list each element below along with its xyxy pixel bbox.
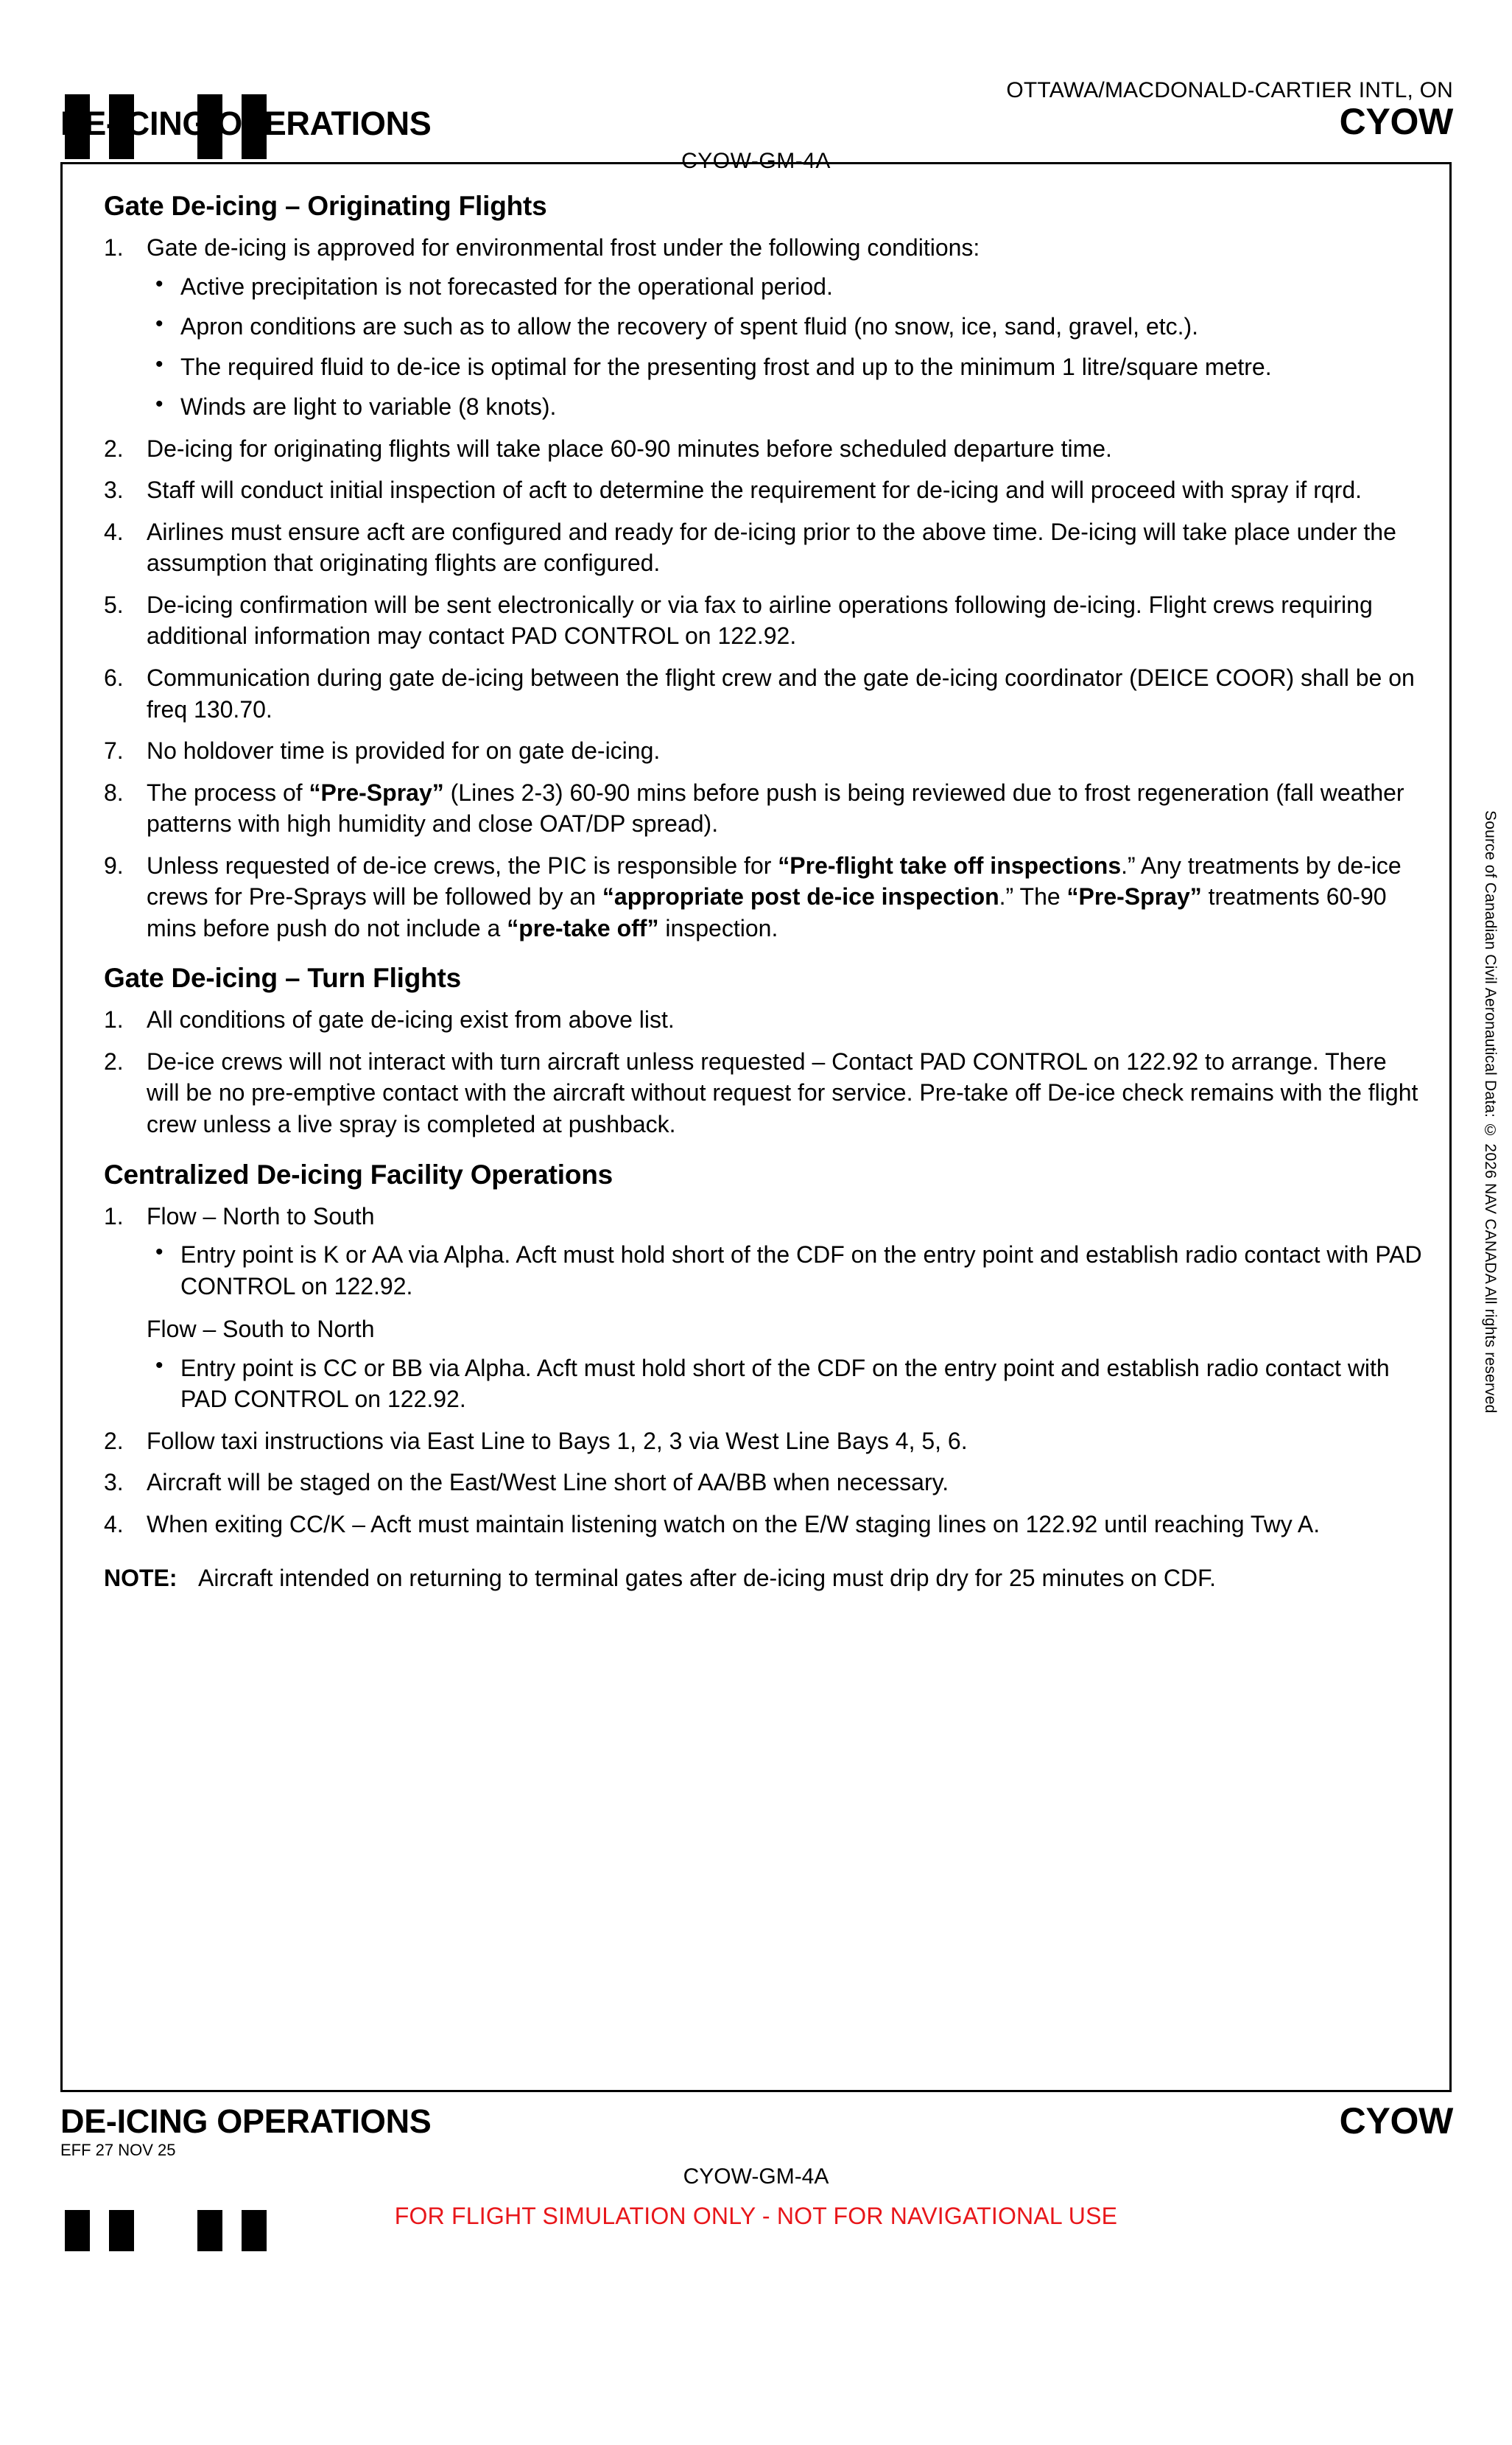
note-label: NOTE: <box>104 1564 177 1591</box>
item-text: No holdover time is provided for on gate de-icing. <box>147 737 661 765</box>
registration-marks-bottom <box>0 2203 1512 2269</box>
page-title: DE-ICING OPERATIONS <box>60 105 432 142</box>
item-text: Aircraft will be staged on the East/West Line short of AA/BB when necessary. <box>147 1469 949 1496</box>
list-item <box>88 1467 1424 1498</box>
document-code-top: CYOW-GM-4A <box>681 149 831 173</box>
copyright-notice: Source of Canadian Civil Aeronautical Data: © 2026 NAV CANADA All rights reserved <box>1482 810 1499 1414</box>
registration-bar <box>65 2210 90 2251</box>
item-text: Staff will conduct initial inspection of acft to determine the requirement for de-icing and will proceed with spray if rqrd. <box>147 477 1362 504</box>
registration-bar <box>242 2210 267 2251</box>
item-number: 8. <box>104 779 124 806</box>
list-item <box>88 433 1424 465</box>
list-item <box>88 1509 1424 1540</box>
list-turn-flights <box>88 1004 1424 1140</box>
list-originating-flights <box>88 232 1424 944</box>
list-item <box>88 850 1424 944</box>
item-number: 1. <box>104 234 124 261</box>
sub-bullet-list <box>147 1239 1424 1302</box>
page-header <box>0 78 1512 156</box>
item-text: Flow – North to South <box>147 1202 375 1229</box>
sub-bullet-list <box>147 1353 1424 1415</box>
document-page <box>0 78 1512 2445</box>
list-item: • Active precipitation is not forecasted for the operational period. <box>147 271 1424 303</box>
list-item <box>88 1425 1424 1457</box>
item-number: 5. <box>104 591 124 618</box>
list-item <box>88 516 1424 579</box>
footer-title: DE-ICING OPERATIONS <box>60 2102 432 2140</box>
item-text: De-icing confirmation will be sent electronically or via fax to airline operations following de-icing. Flight crews requiring additional information may contact PAD CONTROL on 122.92. <box>147 591 1373 650</box>
list-item <box>88 589 1424 652</box>
list-item: • The required fluid to de-ice is optimal for the presenting frost and up to the minimum 1 litre/square metre. <box>147 351 1424 383</box>
list-item <box>88 777 1424 840</box>
item-number: 6. <box>104 664 124 692</box>
list-centralized-facility <box>88 1201 1424 1540</box>
list-item: • Entry point is K or AA via Alpha. Acft must hold short of the CDF on the entry point and establish radio contact with PAD CONTROL on 122.92. <box>147 1239 1424 1302</box>
item-number: 2. <box>104 435 124 462</box>
item-text: Gate de-icing is approved for environmental frost under the following conditions: <box>147 234 980 261</box>
simulation-warning: FOR FLIGHT SIMULATION ONLY - NOT FOR NAVIGATIONAL USE <box>394 2203 1118 2229</box>
section-heading-originating: Gate De-icing – Originating Flights <box>104 191 547 221</box>
item-number: 1. <box>104 1006 124 1034</box>
list-item: • Entry point is CC or BB via Alpha. Acft must hold short of the CDF on the entry point and establish radio contact with PAD CONTROL on 122.92. <box>147 1353 1424 1415</box>
item-text: Unless requested of de-ice crews, the PIC is responsible for “Pre-flight take off inspections.” Any treatments by de-ice crews for Pre-Sprays will be followed by an “appropriate post de-ice inspection.” The “Pre-Spray” treatments 60-90 mins before push do not include a “pre-take off” inspection. <box>147 852 1402 941</box>
list-item <box>88 1201 1424 1415</box>
content-frame <box>60 162 1452 2092</box>
item-number: 1. <box>104 1202 124 1229</box>
item-text: De-ice crews will not interact with turn aircraft unless requested – Contact PAD CONTROL on 122.92 to arrange. There will be no pre-emptive contact with the aircraft without request for service. Pre-take off De-ice check remains with the flight crew unless a live spray is completed at pushback. <box>147 1048 1418 1138</box>
page-footer <box>60 2100 1453 2159</box>
list-item: • Winds are light to variable (8 knots). <box>147 391 1424 423</box>
item-number: 2. <box>104 1427 124 1454</box>
item-text: Communication during gate de-icing between the flight crew and the gate de-icing coordinator (DEICE COOR) shall be on freq 130.70. <box>147 664 1415 723</box>
sub-bullet-list <box>147 271 1424 423</box>
list-item <box>88 1004 1424 1036</box>
item-text: De-icing for originating flights will take place 60-90 minutes before scheduled departure time. <box>147 435 1112 462</box>
list-item <box>88 662 1424 725</box>
item-text: Airlines must ensure acft are configured and ready for de-icing prior to the above time. De-icing will take place under the assumption that originating flights are configured. <box>147 518 1396 577</box>
item-number: 9. <box>104 852 124 879</box>
list-item: • Apron conditions are such as to allow the recovery of spent fluid (no snow, ice, sand, gravel, etc.). <box>147 311 1424 343</box>
list-item <box>88 1046 1424 1140</box>
list-item <box>88 232 1424 423</box>
flow-subheading: Flow – South to North <box>147 1316 375 1343</box>
item-number: 4. <box>104 518 124 545</box>
item-number: 3. <box>104 1469 124 1496</box>
footer-icao-code: CYOW <box>1339 2100 1453 2141</box>
item-text: All conditions of gate de-icing exist from above list. <box>147 1006 675 1034</box>
registration-bar <box>197 2210 222 2251</box>
item-text: The process of “Pre-Spray” (Lines 2-3) 60-90 mins before push is being reviewed due to frost regeneration (fall weather patterns with high humidity and close OAT/DP spread). <box>147 779 1404 838</box>
document-code-bottom: CYOW-GM-4A <box>683 2164 829 2189</box>
note-block <box>104 1562 1424 1594</box>
airport-icao-code: CYOW <box>1339 101 1453 142</box>
item-number: 7. <box>104 737 124 765</box>
effective-date: EFF 27 NOV 25 <box>60 2141 176 2159</box>
note-text: Aircraft intended on returning to terminal gates after de-icing must drip dry for 25 minutes on CDF. <box>198 1564 1216 1591</box>
section-heading-turn-flights: Gate De-icing – Turn Flights <box>104 963 462 994</box>
list-item <box>88 735 1424 767</box>
item-text: When exiting CC/K – Acft must maintain listening watch on the E/W staging lines on 122.92 until reaching Twy A. <box>147 1510 1321 1537</box>
item-number: 3. <box>104 477 124 504</box>
item-number: 4. <box>104 1510 124 1537</box>
item-text: Follow taxi instructions via East Line to Bays 1, 2, 3 via West Line Bays 4, 5, 6. <box>147 1427 968 1454</box>
airport-name: OTTAWA/MACDONALD-CARTIER INTL, ON <box>1006 78 1453 102</box>
section-heading-centralized-facility: Centralized De-icing Facility Operations <box>104 1159 613 1190</box>
list-item <box>88 474 1424 506</box>
registration-bar <box>109 2210 134 2251</box>
item-number: 2. <box>104 1048 124 1075</box>
